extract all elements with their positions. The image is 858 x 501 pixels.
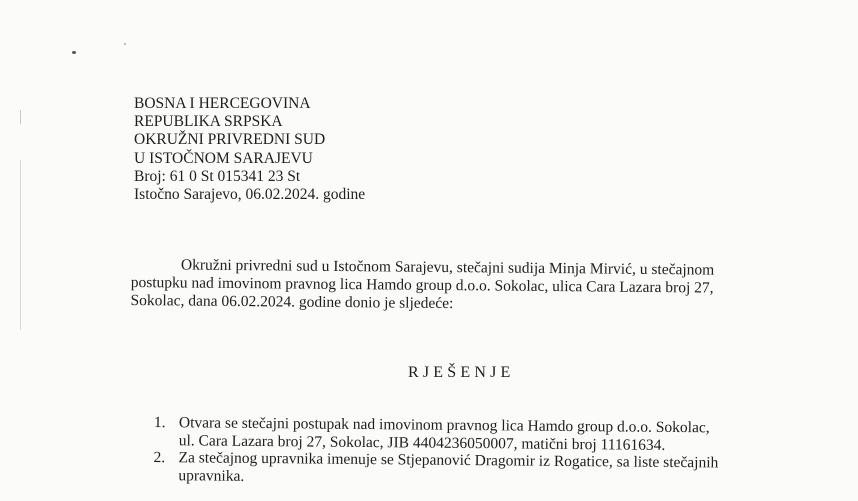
court-header: [134, 95, 365, 204]
intro-line: Sokolac, dana 06.02.2024. godine donio je sljedeće:: [130, 291, 454, 313]
scan-edge-line: [20, 110, 21, 124]
intro-paragraph: [130, 256, 802, 316]
list-item: [153, 449, 813, 490]
header-country: BOSNA I HERCEGOVINA: [134, 95, 311, 112]
list-item-number: 1.: [153, 414, 166, 432]
list-item-line: ul. Cara Lazara broj 27, Sokolac, JIB 4404236050007, matični broj 11161634.: [178, 431, 666, 454]
document-title: RJEŠENJE: [408, 364, 515, 381]
list-item-line: Za stečajnog upravnika imenuje se Stjepanović Dragomir iz Rogatice, sa liste stečajnih: [178, 449, 719, 472]
header-city: U ISTOČNOM SARAJEVU: [134, 149, 313, 167]
scan-speck: [124, 43, 126, 45]
list-item-line: upravnika.: [178, 466, 245, 485]
header-entity: REPUBLIKA SRPSKA: [134, 113, 283, 131]
scan-speck: [72, 51, 76, 54]
list-item-number: 2.: [153, 448, 166, 467]
intro-line: Okružni privredni sud u Istočnom Sarajevu, stečajni sudija Minja Mirvić, u stečajnom: [180, 256, 715, 279]
intro-line: postupku nad imovinom pravnog lica Hamdo group d.o.o. Sokolac, ulica Cara Lazara broj 27,: [130, 273, 714, 297]
list-item-line: Otvara se stečajni postupak nad imovinom pravnog lica Hamdo group d.o.o. Sokolac,: [178, 414, 710, 437]
header-court: OKRUŽNI PRIVREDNI SUD: [134, 131, 326, 149]
header-place-date: Istočno Sarajevo, 06.02.2024. godine: [134, 186, 366, 204]
header-case-number: Broj: 61 0 St 015341 23 St: [134, 167, 301, 185]
scan-edge-line: [20, 160, 21, 330]
decision-list: [153, 414, 814, 490]
